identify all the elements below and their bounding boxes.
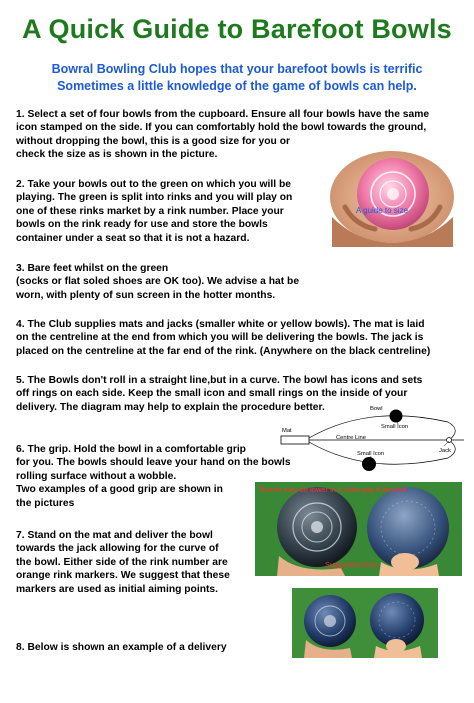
diagram-label-bowl: Bowl [370,406,383,412]
section-1-line: icon stamped on the side. If you can comfortably hold the bowl towards the ground, [16,122,427,134]
section-6 [16,443,291,510]
page-title: A Quick Guide to Barefoot Bowls [22,14,452,44]
section-6-line: for you. The bowls should leave your hand on the bowls [16,457,291,469]
size-photo-label: A guide to size [356,206,409,215]
section-3-line: (socks or flat soled shoes are OK too). We advise a hat be [16,276,300,288]
section-6-line: rolling surface without a wobble. [16,470,177,482]
section-7-line: the bowl. Either side of the rink number are [16,556,228,568]
section-7-line: towards the jack allowing for the curve of [16,543,219,555]
section-4-line: placed on the centreline at the far end of the rink. (Anywhere on the black centreline) [16,345,431,357]
section-6-line: Two examples of a good grip are shown in [16,484,223,496]
section-2-line: container under a seat so that it is not a hazard. [16,232,250,244]
section-6-line: 6. The grip. Hold the bowl in a comfortable grip [16,444,246,455]
section-4-line: on the centreline at the end from which you will be delivering the bowls. The jack is [16,332,424,344]
subtitle-line-1: Bowral Bowling Club hopes that your barefoot bowls is terrific [51,62,423,76]
section-8 [16,641,227,654]
section-3-line: 3. Bare feet whilst on the green [16,263,169,274]
section-2 [16,178,292,245]
section-3 [16,262,299,302]
section-2-line: playing. The green is split into rinks and you will play on [16,192,293,204]
diagram-label-small-icon-bottom: Small Icon [357,451,385,457]
section-1-line: without dropping the bowl, this is a good size for you or [16,135,290,147]
section-7-line: markers are used as initial aiming points. [16,583,219,595]
grip-caption-bottom: Suggested Grip [325,560,378,569]
section-4 [16,318,430,358]
section-7-line: orange rink markers. We suggest that these [16,570,230,582]
bowl-path-diagram [278,402,468,480]
section-4-line: 4. The Club supplies mats and jacks (smaller white or yellow bowls). The mat is laid [16,319,425,330]
delivery-photo [292,588,438,658]
section-6-line: the pictures [16,497,75,509]
section-2-line: 2. Take your bowls out to the green on which you will be [16,179,291,190]
section-2-line: bowls on the rink ready for use and store the bowls [16,219,268,231]
section-5-line: delivery. The diagram may help to explain the procedure better. [16,401,325,413]
section-8-line: 8. Below is shown an example of a delivery [16,642,227,653]
jack [447,438,452,443]
diagram-label-mat: Mat [282,428,292,434]
section-1-line: 1. Select a set of four bowls from the cupboard. Ensure all four bowls have the same [16,109,430,120]
bowl-size-photo [327,147,458,247]
section-5-line: 5. The Bowls don't roll in a straight line,but in a curve. The bowl has icons and sets [16,375,423,386]
diagram-label-centre-line: Centre Line [336,435,366,441]
grip-photo [255,482,462,576]
section-7 [16,529,230,596]
diagram-label-small-icon-top: Small Icon [381,424,409,430]
section-7-line: 7. Stand on the mat and deliver the bowl [16,530,213,541]
section-3-line: worn, with plenty of sun screen in the hotter months. [16,289,276,301]
section-1-line: check the size as is shown in the picture. [16,149,218,161]
section-2-line: one of these rinks market by a rink number. Place your [16,205,284,217]
section-5-line: off rings on each side. Keep the small icon and small rings on the inside of your [16,388,408,400]
subtitle-line-2: Sometimes a little knowledge of the game of bowls can help. [57,79,417,93]
diagram-label-jack: Jack [439,448,451,454]
grip-caption-top: Thumb may be lower in a claw grip if desired [258,485,407,494]
